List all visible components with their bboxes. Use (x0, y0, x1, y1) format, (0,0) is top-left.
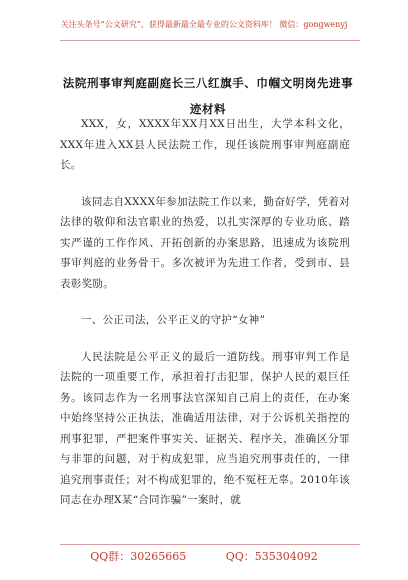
document-body (60, 114, 350, 527)
footer-divider (60, 544, 360, 545)
section-heading: 一、公正司法，公平正义的守护“女神” (81, 314, 266, 326)
document-title: 法院刑事审判庭副庭长三八红旗手、巾帼文明岗先进事迹材料 (62, 76, 354, 116)
footer-qq-group: QQ群：30265665 (90, 550, 187, 563)
header-divider (60, 40, 360, 41)
paragraph-career: 该同志自XXXX年参加法院工作以来，勤奋好学，凭着对法律的敬仰和法官职业的热爱，以扎实深厚的专业功底、踏实严谨的工作作风、开拓创新的办案思路，迅速成为该院刑事审判庭的业务骨干。多次被评为先进工作者，受到市、县表彰奖励。 (60, 195, 350, 290)
paragraph-intro: XXX，女，XXXX年XX月XX日出生，大学本科文化，XXX年进入XX县人民法院工作，现任该院刑事审判庭副庭长。 (60, 118, 350, 171)
footer (0, 548, 408, 568)
footer-qq: QQ：535304092 (225, 550, 318, 563)
paragraph-justice: 人民法院是公平正义的最后一道防线。刑事审判工作是法院的一项重要工作，承担着打击犯罪，保护人民的艰巨任务。该同志作为一名刑事法官深知自己肩上的责任，在办案中始终坚持公正执法，准确适用法律，对于公诉机关指控的刑事犯罪，严把案件事实关、证据关、程序关，准确区分罪与非罪的问题，对于构成犯罪，应当追究刑事责任的，一律追究刑事责任；对不构成犯罪的，绝不冤枉无辜。2010年该同志在办理X某“合同诈骗”一案时，就 (60, 350, 350, 506)
header-banner (0, 12, 408, 40)
header-banner-text: 关注头条号“公文研究”，获得最新最全最专业的公文资料库！ 微信：gongwenyj (60, 20, 348, 29)
